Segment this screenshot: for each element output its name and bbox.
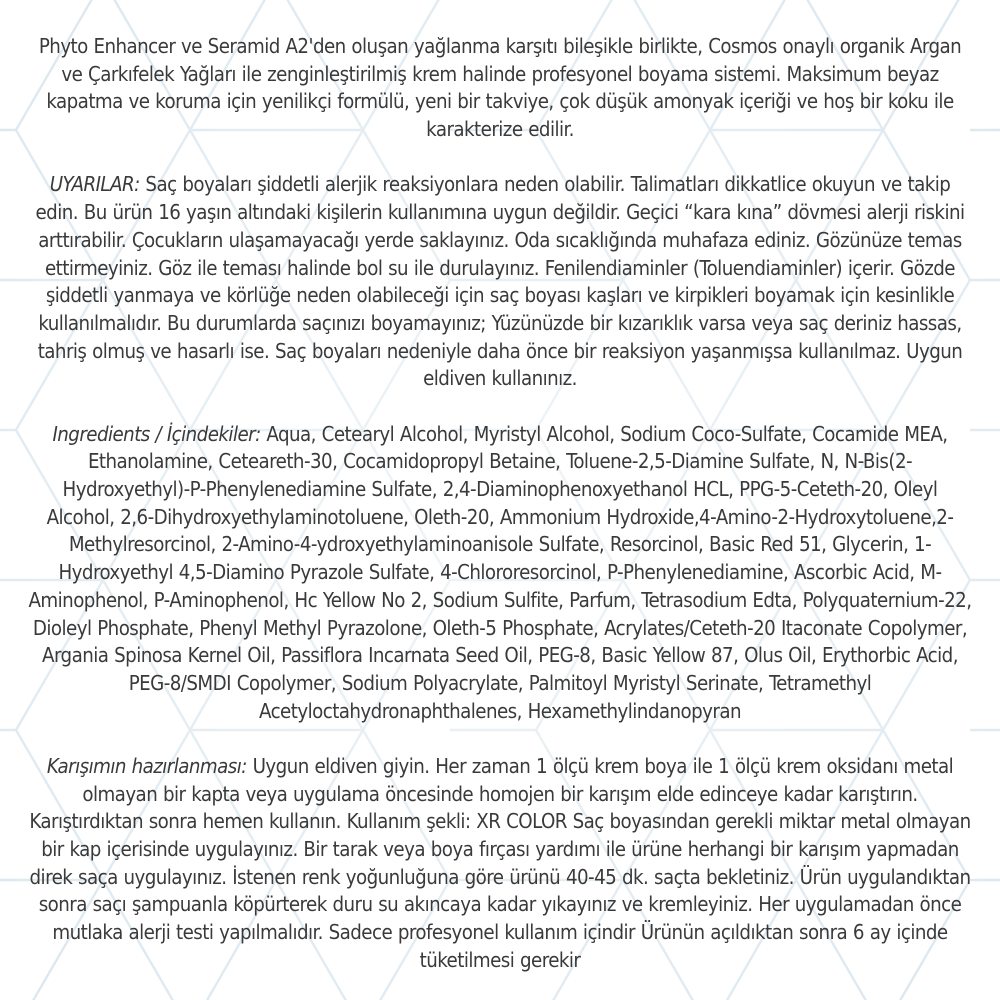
product-info-text [28, 0, 972, 975]
preparation-label: Karışımın hazırlanması: [46, 753, 247, 778]
warnings-paragraph [28, 171, 972, 393]
ingredients-text: Aqua, Cetearyl Alcohol, Myristyl Alcohol, Sodium Coco-Sulfate, Cocamide MEA, Ethanolamine, Ceteareth-30, Cocamidopropyl Betaine, Toluene-2,5-Diamine Sulfate, N, N-Bis(2-Hydroxyethyl)-P-Phenylenediamine Sulfate, 2,4-Diaminophenoxyethanol HCL, PPG-5-Ceteth-20, Oleyl Alcohol, 2,6-Dihydroxyethylaminotoluene, Oleth-20, Ammonium Hydroxide,4-Amino-2-Hydroxytoluene,2-Methylresorcinol, 2-Amino-4-ydroxyethylaminoanisole Sulfate, Resorcinol, Basic Red 51, Glycerin, 1-Hydroxyethyl 4,5-Diamino Pyrazole Sulfate, 4-Chlororesorcinol, P-Phenylenediamine, Ascorbic Acid, M-Aminophenol, P-Aminophenol, Hc Yellow No 2, Sodium Sulfite, Parfum, Tetrasodium Edta, Polyquaternium-22, Dioleyl Phosphate, Phenyl Methyl Pyrazolone, Oleth-5 Phosphate, Acrylates/Ceteth-20 Itaconate Copolymer, Argania Spinosa Kernel Oil, Passiflora Incarnata Seed Oil, PEG-8, Basic Yellow 87, Olus Oil, Erythorbic Acid, PEG-8/SMDI Copolymer, Sodium Polyacrylate, Palmitoyl Myristyl Serinate, Tetramethyl Acetyloctahydronaphthalenes, Hexamethylindanopyran [28, 421, 972, 723]
warnings-text: Saç boyaları şiddetli alerjik reaksiyonlara neden olabilir. Talimatları dikkatlice okuyun ve takip edin. Bu ürün 16 yaşın altındaki kişilerin kullanımına uygun değildir. Geçici “kara kına” dövmesi alerji riskini arttırabilir. Çocukların ulaşamayacağı yerde saklayınız. Oda sıcaklığında muhafaza ediniz. Gözünüze temas ettirmeyiniz. Göz ile teması halinde bol su ile durulayınız. Fenilendiaminler (Toluendiaminler) içerir. Gözde şiddetli yanmaya ve körlüğe neden olabileceği için saç boyası kaşları ve kirpikleri boyamak için kesinlikle kullanılmalıdır. Bu durumlarda saçınızı boyamayınız; Yüzünüzde bir kızarıklık varsa veya saç deriniz hassas, tahriş olmuş ve hasarlı ise. Saç boyaları nedeniyle daha önce bir reaksiyon yaşanmışsa kullanılmaz. Uygun eldiven kullanınız. [35, 172, 965, 391]
ingredients-paragraph [28, 421, 972, 726]
intro-paragraph: Phyto Enhancer ve Seramid A2'den oluşan yağlanma karşıtı bileşikle birlikte, Cosmos onaylı organik Argan ve Çarkıfelek Yağları ile zenginleştirilmiş krem halinde profesyonel boyama sistemi. Maksimum beyaz kapatma ve koruma için yenilikçi formülü, yeni bir takviye, çok düşük amonyak içeriği ve hoş bir koku ile karakterize edilir. [38, 34, 962, 142]
preparation-paragraph [28, 753, 972, 975]
preparation-text: Uygun eldiven giyin. Her zaman 1 ölçü krem boya ile 1 ölçü krem oksidanı metal olmayan bir kapta veya uygulama öncesinde homojen bir karışım elde edinceye kadar karıştırın. Karıştırdıktan sonra hemen kullanın. Kullanım şekli: XR COLOR Saç boyasından gerekli miktar metal olmayan bir kap içerisinde uygulayınız. Bir tarak veya boya fırçası yardımı ile ürüne herhangi bir karışım yapmadan direk saça uygulayınız. İstenen renk yoğunluğuna göre ürünü 40-45 dk. saçta bekletiniz. Ürün uygulandıktan sonra saçı şampuanla köpürterek duru su akıncaya kadar yıkayınız ve kremleyiniz. Her uygulamadan önce mutlaka alerji testi yapılmalıdır. Sadece profesyonel kullanım içindir Ürünün açıldıktan sonra 6 ay içinde tüketilmesi gerekir [29, 753, 971, 972]
warnings-label: UYARILAR: [49, 172, 140, 197]
ingredients-label: Ingredients / İçindekiler: [52, 421, 261, 446]
